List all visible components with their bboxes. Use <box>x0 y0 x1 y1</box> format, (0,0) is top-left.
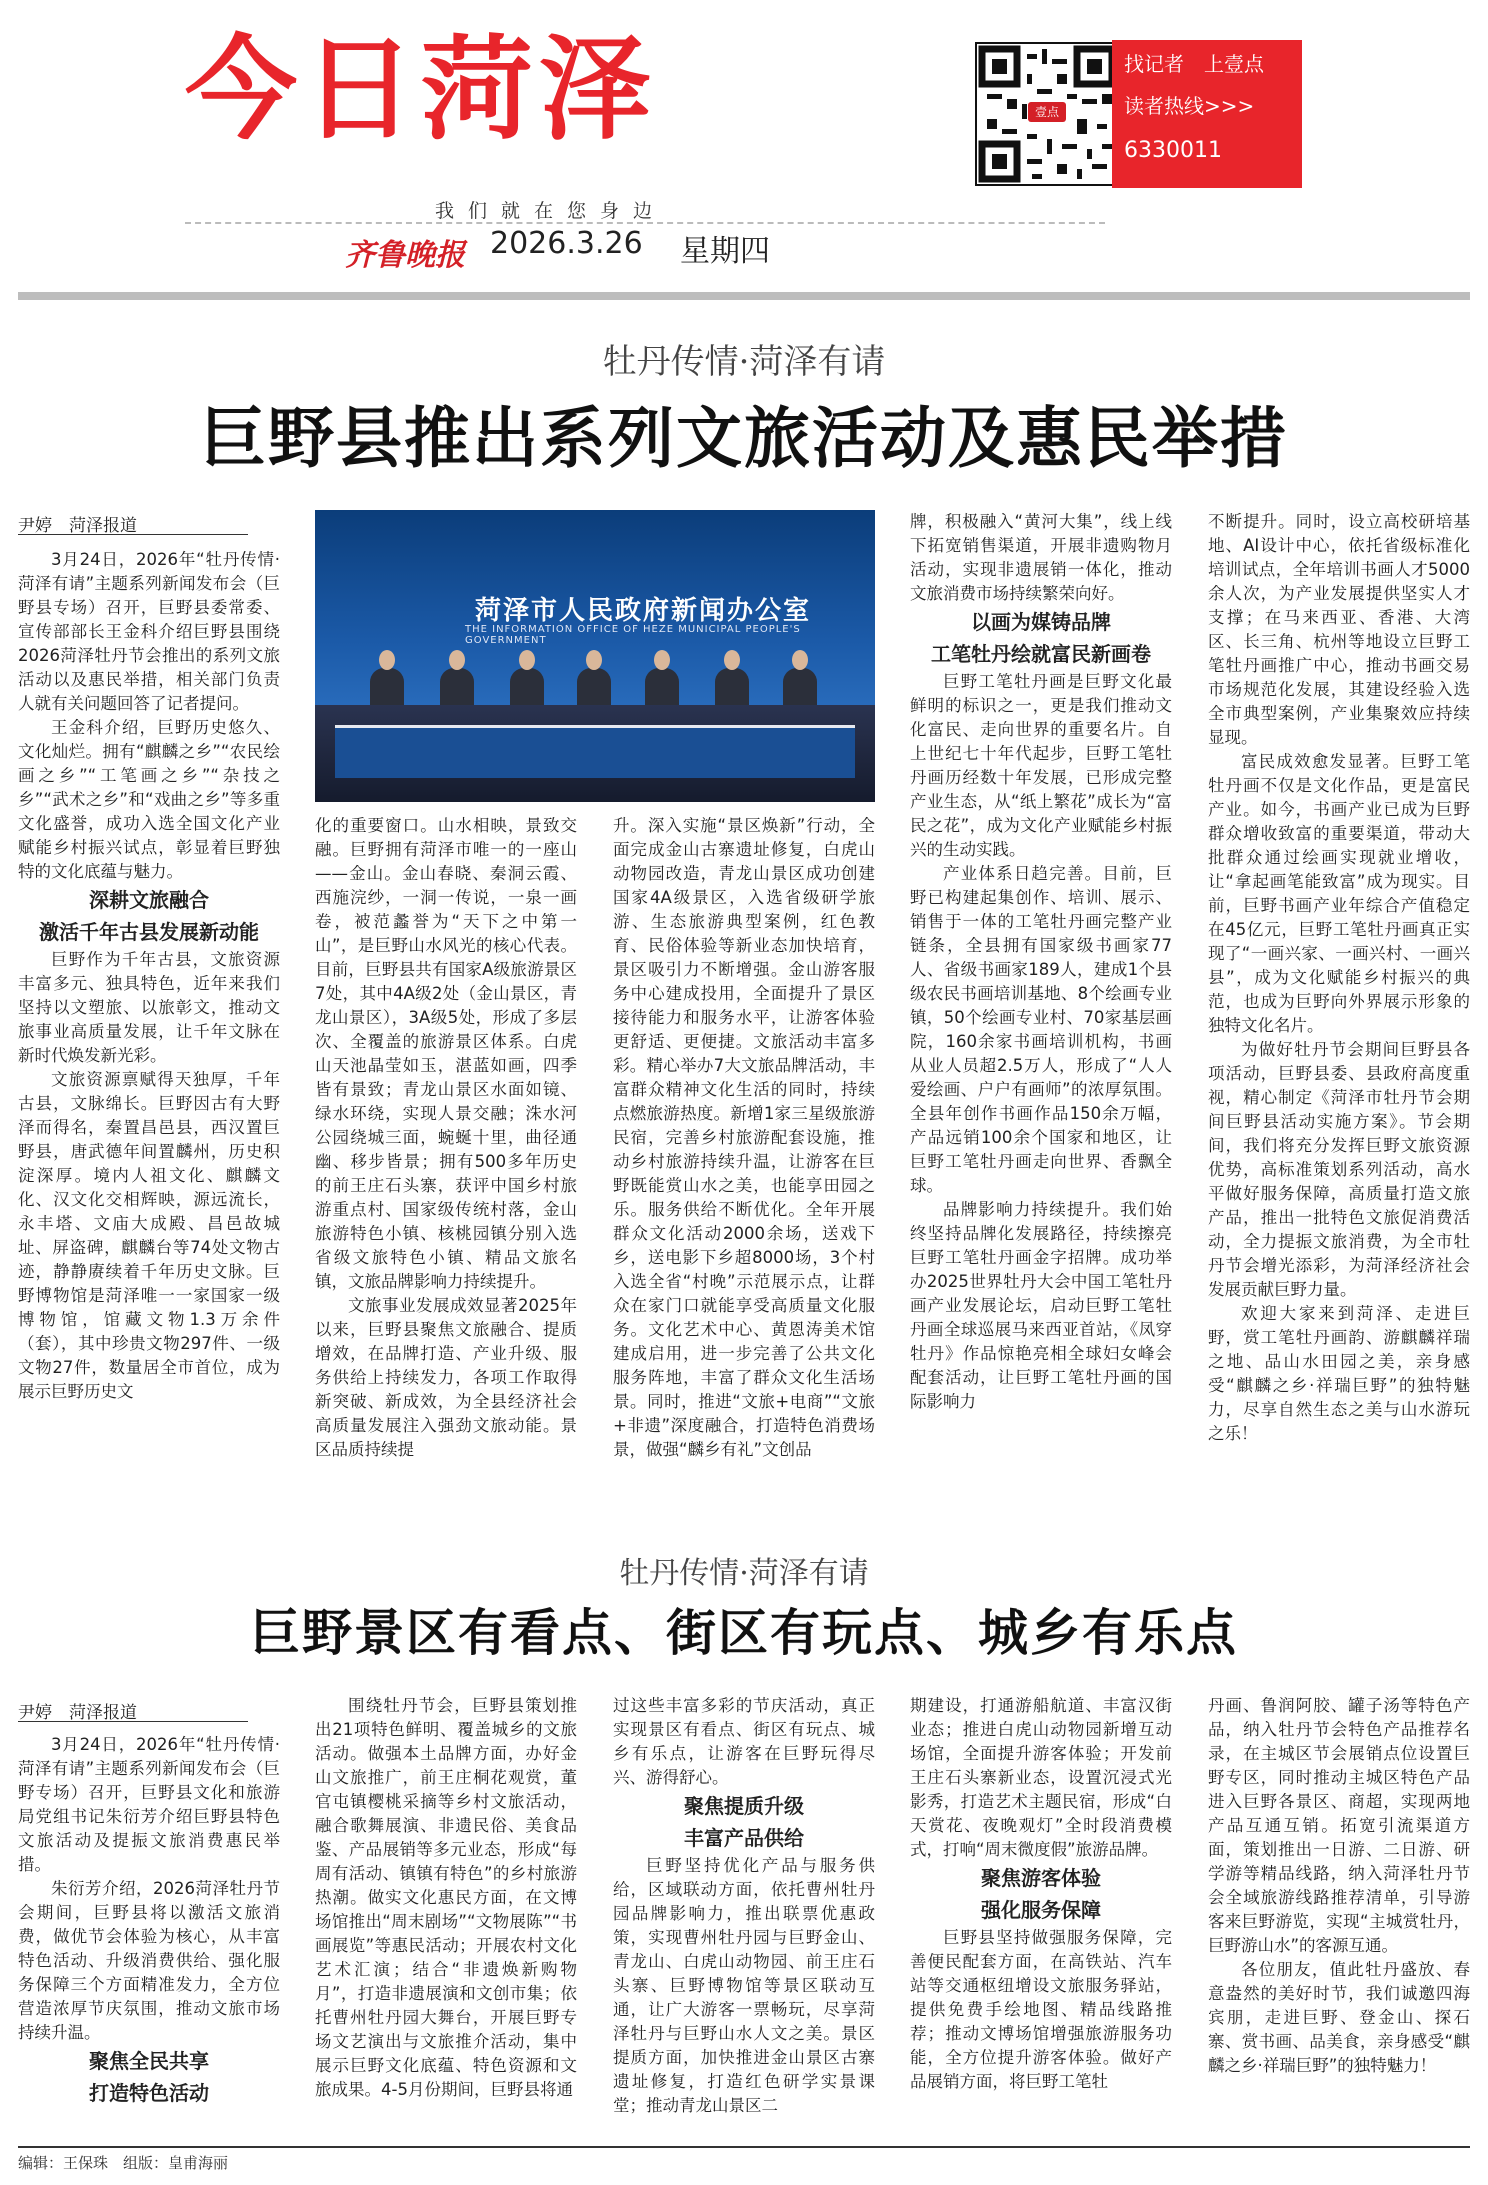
paragraph: 巨野坚持优化产品与服务供给，区域联动方面，依托曹州牡丹园品牌影响力，推出联票优惠政策，实现曹州牡丹园与巨野金山、青龙山、白虎山动物园、前王庄石头寨、巨野博物馆等景区联动互通，让广大游客一票畅玩，尽享菏泽牡丹与巨野山水人文之美。景区提质方面，加快推进金山景区古寨遗址修复，打造红色研学实景课堂；推动青龙山景区二 <box>613 1856 875 2115</box>
article1-column-4 <box>910 510 1172 1414</box>
paragraph: 过这些丰富多彩的节庆活动，真正实现景区有看点、街区有玩点、城乡有乐点，让游客在巨野玩得尽兴、游得舒心。 <box>613 1696 875 1787</box>
issue-weekday: 星期四 <box>680 234 770 269</box>
paragraph: 文旅事业发展成效显著2025年以来，巨野县聚焦文旅融合、提质增效，在品牌打造、产业升级、服务供给上持续发力，各项工作取得新突破、新成效，为全县经济社会高质量发展注入强劲文旅动能。景区品质持续提 <box>315 1296 577 1459</box>
paragraph: 围绕牡丹节会，巨野县策划推出21项特色鲜明、覆盖城乡的文旅活动。做强本土品牌方面，办好金山文旅推广，前王庄桐花观赏，董官屯镇樱桃采摘等乡村文旅活动，融合歌舞展演、非遗民俗、美食品鉴、产品展销等多元业态，形成“每周有活动、镇镇有特色”的乡村旅游热潮。做实文化惠民方面，在文博场馆推出“周末剧场”“文物展陈”“书画展览”等惠民活动；开展农村文化艺术汇演；结合“非遗焕新购物月”，打造非遗展演和文创市集；依托曹州牡丹园大舞台，开展巨野专场文艺演出与文旅推介活动，集中展示巨野文化底蕴、特色资源和文旅成果。4-5月份期间，巨野县将通 <box>315 1696 577 2099</box>
article2-column-4 <box>910 1694 1172 2094</box>
paragraph: 巨野作为千年古县，文旅资源丰富多元、独具特色，近年来我们坚持以文塑旅、以旅彰文，推动文旅事业高质量发展，让千年文脉在新时代焕发新光彩。 <box>18 950 280 1065</box>
masthead-divider <box>185 222 1105 224</box>
paragraph: 不断提升。同时，设立高校研培基地、AI设计中心，依托省级标准化培训试点，全年培训书画人才5000余人次，为产业发展提供坚实人才支撑；在马来西亚、香港、大湾区、长三角、杭州等地设立巨野工笔牡丹画推广中心，推动书画交易市场规范化发展，其建设经验入选全市典型案例，产业集聚效应持续显现。 <box>1208 512 1470 747</box>
paragraph: 化的重要窗口。山水相映，景致交融。巨野拥有菏泽市唯一的一座山——金山。金山春晓、秦洞云霞、西施浣纱，一洞一传说，一泉一画卷，被范蠡誉为“天下之中第一山”，是巨野山水风光的核心代表。目前，巨野县共有国家A级旅游景区7处，其中4A级2处（金山景区，青龙山景区），3A级5处，形成了多层次、全覆盖的旅游景区体系。白虎山天池晶莹如玉，湛蓝如画，四季皆有景致；青龙山景区水面如镜、绿水环绕，实现人景交融；洙水河公园绕城三面，蜿蜒十里，曲径通幽、移步皆景；拥有500多年历史的前王庄石头寨，获评中国乡村旅游重点村、国家级传统村落，金山旅游特色小镇、核桃园镇分别入选省级文旅特色小镇、精品文旅名镇，文旅品牌影响力持续提升。 <box>315 816 577 1291</box>
paragraph: 升。深入实施“景区焕新”行动，全面完成金山古寨遗址修复，白虎山动物园改造，青龙山景区成功创建国家4A级景区，入选省级研学旅游、生态旅游典型案例，红色教育、民俗体验等新业态加快培育，景区吸引力不断增强。金山游客服务中心建成投用，全面提升了景区接待能力和服务水平，让游客体验更舒适、更便捷。文旅活动丰富多彩。精心举办7大文旅品牌活动，丰富群众精神文化生活的同时，持续点燃旅游热度。新增1家三星级旅游民宿，完善乡村旅游配套设施，推动乡村旅游持续升温，让游客在巨野既能赏山水之美，也能享田园之乐。服务供给不断优化。全年开展群众文化活动2000余场，送戏下乡，送电影下乡超8000场，3个村入选全省“村晚”示范展示点，让群众在家门口就能享受高质量文化服务。文化艺术中心、黄恩涛美术馆建成启用，进一步完善了公共文化服务阵地，丰富了群众文化生活场景。同时，推进“文旅+电商”“文旅+非遗”深度融合，打造特色消费场景，做强“麟乡有礼”文创品 <box>613 816 875 1459</box>
brand-logo: 齐鲁晚报 <box>345 238 465 273</box>
paragraph: 丹画、鲁润阿胶、罐子汤等特色产品，纳入牡丹节会特色产品推荐名录，在主城区节会展销点位设置巨野专区，同时推动主城区特色产品进入巨野各景区、商超，实现两地产品互通互销。拓宽引流渠道方面，策划推出一日游、二日游、研学游等精品线路，纳入菏泽牡丹节会全域旅游线路推荐清单，引导游客来巨野游览，实现“主城赏牡丹，巨野游山水”的客源互通。 <box>1208 1696 1470 1955</box>
footer-rule <box>18 2146 1470 2148</box>
article2-column-2 <box>315 1694 577 2102</box>
byline-rule <box>18 1721 248 1722</box>
article2-kicker: 牡丹传情·菏泽有请 <box>619 1556 869 1591</box>
article2-column-3 <box>613 1694 875 2118</box>
editor-credit: 编辑：王保珠 组版：皇甫海丽 <box>18 2154 229 2172</box>
paragraph: 期建设，打通游船航道、丰富汉街业态；推进白虎山动物园新增互动场馆，全面提升游客体验；开发前王庄石头寨新业态，设置沉浸式光影秀，打造艺术主题民宿，形成“白天赏花、夜晚观灯”全时段消费模式，打响“周末微度假”旅游品牌。 <box>910 1696 1172 1859</box>
article1-byline: 尹婷 菏泽报道 <box>18 516 137 536</box>
paragraph: 3月24日，2026年“牡丹传情·菏泽有请”主题系列新闻发布会（巨野专场）召开，巨野县文化和旅游局党组书记朱衍芳介绍巨野县特色文旅活动及提振文旅消费惠民举措。 <box>18 1735 280 1874</box>
subheading: 以画为媒铸品牌 工笔牡丹绘就富民新画卷 <box>931 610 1151 666</box>
photo-subtitle: THE INFORMATION OFFICE OF HEZE MUNICIPAL PEOPLE'S GOVERNMENT <box>465 624 801 646</box>
article1-headline: 巨野县推出系列文旅活动及惠民举措 <box>200 399 1288 477</box>
paragraph: 朱衍芳介绍，2026菏泽牡丹节会期间，巨野县将以激活文旅消费，做优节会体验为核心，从丰富特色活动、升级消费供给、强化服务保障三个方面精准发力，全方位营造浓厚节庆氛围，推动文旅市场持续升温。 <box>18 1879 280 2042</box>
paragraph: 为做好牡丹节会期间巨野县各项活动，巨野县委、县政府高度重视，精心制定《菏泽市牡丹节会期间巨野县活动实施方案》。节会期间，我们将充分发挥巨野文旅资源优势，高标准策划系列活动，高水平做好服务保障，高质量打造文旅产品，推出一批特色文旅促消费活动，全力提振文旅消费，为全市牡丹节会增光添彩，为菏泽经济社会发展贡献巨野力量。 <box>1208 1040 1470 1299</box>
issue-date: 2026.3.26 <box>490 226 643 261</box>
paragraph: 文旅资源禀赋得天独厚，千年古县，文脉绵长。巨野因古有大野泽而得名，秦置昌邑县，西汉置巨野县，唐武德年间置麟州，历史积淀深厚。境内人祖文化、麒麟文化、汉文化交相辉映，源远流长，永丰塔、文庙大成殿、昌邑故城址、屏盗碑，麒麟台等74处文物古迹，静静赓续着千年历史文脉。巨野博物馆是菏泽唯一一家国家一级博物馆，馆藏文物1.3万余件（套），其中珍贵文物297件、一级文物27件，数量居全市首位，成为展示巨野历史文 <box>18 1070 280 1401</box>
byline-rule <box>18 534 248 535</box>
hotline-slogan: 找记者 上壹点 <box>1124 52 1264 76</box>
paragraph: 品牌影响力持续提升。我们始终坚持品牌化发展路径，持续擦亮巨野工笔牡丹画金字招牌。成功举办2025世界牡丹大会中国工笔牡丹画产业发展论坛，启动巨野工笔牡丹画全球巡展马来西亚首站，《凤穿牡丹》作品惊艳亮相全球妇女峰会配套活动，让巨野工笔牡丹画的国际影响力 <box>910 1200 1172 1411</box>
press-conference-photo <box>315 510 875 802</box>
subheading: 聚焦提质升级 丰富产品供给 <box>684 1794 804 1850</box>
article1-column-2 <box>315 814 577 1462</box>
paragraph: 巨野工笔牡丹画是巨野文化最鲜明的标识之一，更是我们推动文化富民、走向世界的重要名片。自上世纪七十年代起步，巨野工笔牡丹画历经数十年发展，已形成完整产业生态，从“纸上繁花”成长为“富民之花”，成为文化产业赋能乡村振兴的生动实践。 <box>910 672 1172 859</box>
article1-kicker: 牡丹传情·菏泽有请 <box>602 342 886 382</box>
masthead-title: 今日菏泽 <box>185 25 657 155</box>
subheading: 聚焦游客体验 强化服务保障 <box>981 1866 1101 1922</box>
top-divider-bar <box>18 292 1470 300</box>
article1-column-1 <box>18 548 280 1404</box>
subheading: 深耕文旅融合 激活千年古县发展新动能 <box>39 888 259 944</box>
article2-headline: 巨野景区有看点、街区有玩点、城乡有乐点 <box>250 1603 1238 1662</box>
photo-table <box>335 725 855 778</box>
article1-column-3 <box>613 814 875 1462</box>
hotline-label: 读者热线>>> <box>1124 94 1255 118</box>
article1-column-5 <box>1208 510 1470 1446</box>
paragraph: 牌，积极融入“黄河大集”，线上线下拓宽销售渠道，开展非遗购物月活动，实现非遗展销一体化，推动文旅消费市场持续繁荣向好。 <box>910 512 1172 603</box>
qr-badge: 壹点 <box>1028 102 1066 122</box>
paragraph: 王金科介绍，巨野历史悠久、文化灿烂。拥有“麒麟之乡”“农民绘画之乡”“工笔画之乡”“杂技之乡”“武术之乡”和“戏曲之乡”等多重文化盛誉，成功入选全国文化产业赋能乡村振兴试点，彰显着巨野独特的文化底蕴与魅力。 <box>18 718 280 881</box>
subheading: 聚焦全民共享 打造特色活动 <box>89 2049 209 2105</box>
paragraph: 富民成效愈发显著。巨野工笔牡丹画不仅是文化作品，更是富民产业。如今，书画产业已成为巨野群众增收致富的重要渠道，带动大批群众通过绘画实现就业增收，让“拿起画笔能致富”成为现实。目前，巨野书画产业年综合产值稳定在45亿元，巨野工笔牡丹画真正实现了“一画兴家、一画兴村、一画兴县”，成为文化赋能乡村振兴的典范，也成为巨野向外界展示形象的独特文化名片。 <box>1208 752 1470 1035</box>
paragraph: 各位朋友，值此牡丹盛放、春意盎然的美好时节，我们诚邀四海宾朋，走进巨野、登金山、探石寨、赏书画、品美食，亲身感受“麒麟之乡·祥瑞巨野”的独特魅力！ <box>1208 1960 1470 2075</box>
article2-column-1 <box>18 1733 280 2109</box>
hotline-box <box>1112 40 1302 188</box>
paragraph: 欢迎大家来到菏泽、走进巨野，赏工笔牡丹画韵、游麒麟祥瑞之地、品山水田园之美，亲身感受“麒麟之乡·祥瑞巨野”的独特魅力，尽享自然生态之美与山水游玩之乐！ <box>1208 1304 1470 1443</box>
masthead-slogan: 我们就在您身边 <box>435 200 667 222</box>
hotline-number: 6330011 <box>1124 138 1222 163</box>
article2-column-5 <box>1208 1694 1470 2078</box>
paragraph: 产业体系日趋完善。目前，巨野已构建起集创作、培训、展示、销售于一体的工笔牡丹画完整产业链条，全县拥有国家级书画家77人、省级书画家189人，建成1个县级农民书画培训基地、8个绘画专业镇，50个绘画专业村、70家基层画院，160余家书画培训机构，书画从业人员超2.5万人，形成了“人人爱绘画、户户有画师”的浓厚氛围。全县年创作书画作品150余万幅，产品远销100余个国家和地区，让巨野工笔牡丹画走向世界、香飘全球。 <box>910 864 1172 1195</box>
photo-title: 菏泽市人民政府新闻办公室 <box>475 596 812 626</box>
paragraph: 3月24日，2026年“牡丹传情·菏泽有请”主题系列新闻发布会（巨野县专场）召开，巨野县委常委、宣传部部长王金科介绍巨野县围绕2026菏泽牡丹节会推出的系列文旅活动以及惠民举措，相关部门负责人就有关问题回答了记者提问。 <box>18 550 280 713</box>
paragraph: 巨野县坚持做强服务保障，完善便民配套方面，在高铁站、汽车站等交通枢纽增设文旅服务驿站，提供免费手绘地图、精品线路推荐；推动文博场馆增强旅游服务功能，全方位提升游客体验。做好产品展销方面，将巨野工笔牡 <box>910 1928 1172 2091</box>
article2-byline: 尹婷 菏泽报道 <box>18 1703 137 1723</box>
